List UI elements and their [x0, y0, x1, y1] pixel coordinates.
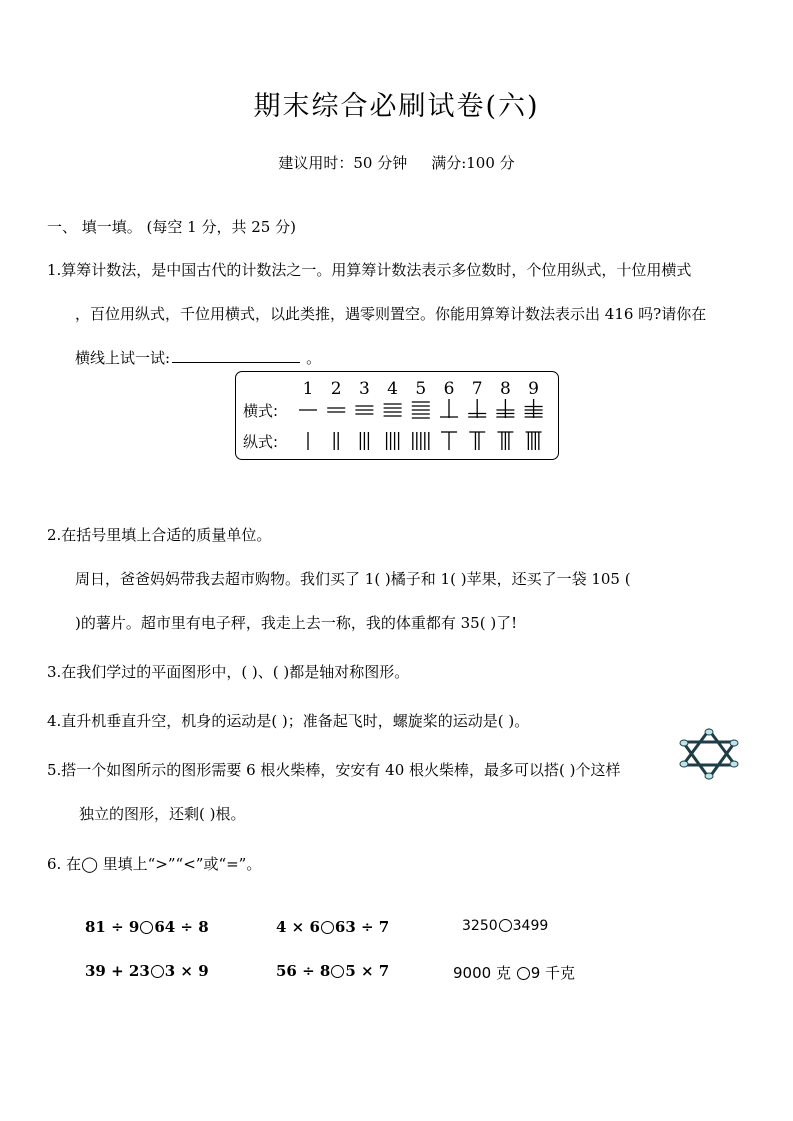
q1-line1: 1.算筹计数法，是中国古代的计数法之一。用算筹计数法表示多位数时，个位用纵式，十位用横式: [47, 261, 692, 279]
compare-right: 3499: [512, 918, 549, 934]
compare-right: 63 ÷ 7: [334, 918, 390, 936]
horizontal-form-label: 横式:: [243, 402, 279, 420]
compare-item-6: [453, 962, 575, 983]
exam-info: [0, 152, 793, 173]
q4-line1: 4.直升机垂直升空，机身的运动是( )；准备起飞时，螺旋桨的运动是( )。: [47, 712, 530, 730]
q1-line3-prefix: 横线上试一试:: [75, 349, 171, 367]
section-heading: 一、 填一填。 (每空 1 分，共 25 分): [47, 218, 296, 236]
compare-item-5: [276, 962, 389, 980]
compare-circle[interactable]: [151, 965, 164, 978]
digit-label: 7: [471, 379, 483, 399]
q1-line3: [75, 347, 321, 368]
compare-item-4: [85, 962, 209, 980]
rod-numeral-table: [235, 371, 559, 460]
digit-label: 2: [330, 379, 342, 399]
digit-label: 6: [443, 379, 455, 399]
compare-right: 64 ÷ 8: [154, 918, 209, 936]
digit-label: 3: [358, 379, 370, 399]
q1-line2: ，百位用纵式，千位用横式，以此类推，遇零则置空。你能用算筹计数法表示出 416 吗?请你在: [75, 305, 707, 323]
digit-label: 5: [415, 379, 427, 399]
compare-right: 5 × 7: [345, 962, 390, 980]
compare-circle[interactable]: [140, 921, 153, 934]
compare-circle[interactable]: [331, 965, 344, 978]
q2-line1: 2.在括号里填上合适的质量单位。: [47, 526, 272, 544]
compare-right: 3 × 9: [164, 962, 209, 980]
compare-left: 56 ÷ 8: [276, 962, 331, 980]
compare-left: 3250: [462, 918, 498, 934]
compare-circle[interactable]: [517, 967, 530, 980]
compare-left: 9000 克: [453, 964, 516, 982]
q1-line3-suffix: 。: [306, 349, 322, 367]
vertical-form-label: 纵式:: [243, 433, 279, 451]
compare-item-1: [85, 918, 209, 936]
compare-left: 4 × 6: [276, 918, 320, 936]
rod-numeral-graphic: [236, 372, 560, 461]
compare-item-3: [462, 918, 548, 934]
compare-left: 39 + 23: [85, 962, 150, 980]
compare-item-2: [276, 918, 389, 936]
digit-label: 1: [302, 379, 314, 399]
matchstick-star-icon: [678, 726, 740, 786]
suggested-time: 建议用时：50 分钟: [278, 154, 408, 172]
page-title: 期末综合必刷试卷(六): [253, 91, 540, 122]
q5-line1: 5.搭一个如图所示的图形需要 6 根火柴棒，安安有 40 根火柴棒，最多可以搭( )个这样: [47, 761, 621, 779]
compare-left: 81 ÷ 9: [85, 918, 140, 936]
digit-label: 8: [499, 379, 511, 399]
q2-line2: 周日，爸爸妈妈带我去超市购物。我们买了 1( )橘子和 1( )苹果，还买了一袋 105 (: [75, 570, 631, 588]
q2-line3: )的薯片。超市里有电子秤，我走上去一称，我的体重都有 35( )了!: [75, 614, 518, 632]
compare-circle[interactable]: [321, 921, 334, 934]
full-score: 满分:100 分: [431, 154, 515, 172]
digit-label: 4: [387, 379, 399, 399]
compare-right: 9 千克: [530, 964, 576, 982]
digit-label: 9: [528, 379, 540, 399]
compare-circle[interactable]: [499, 919, 512, 932]
q5-line2: 独立的图形，还剩( )根。: [79, 805, 246, 823]
q3-line1: 3.在我们学过的平面图形中，( )、( )都是轴对称图形。: [47, 663, 410, 681]
q6-line1: 6. 在◯ 里填上“>”“<”或“=”。: [47, 855, 262, 873]
answer-blank[interactable]: [172, 348, 300, 363]
